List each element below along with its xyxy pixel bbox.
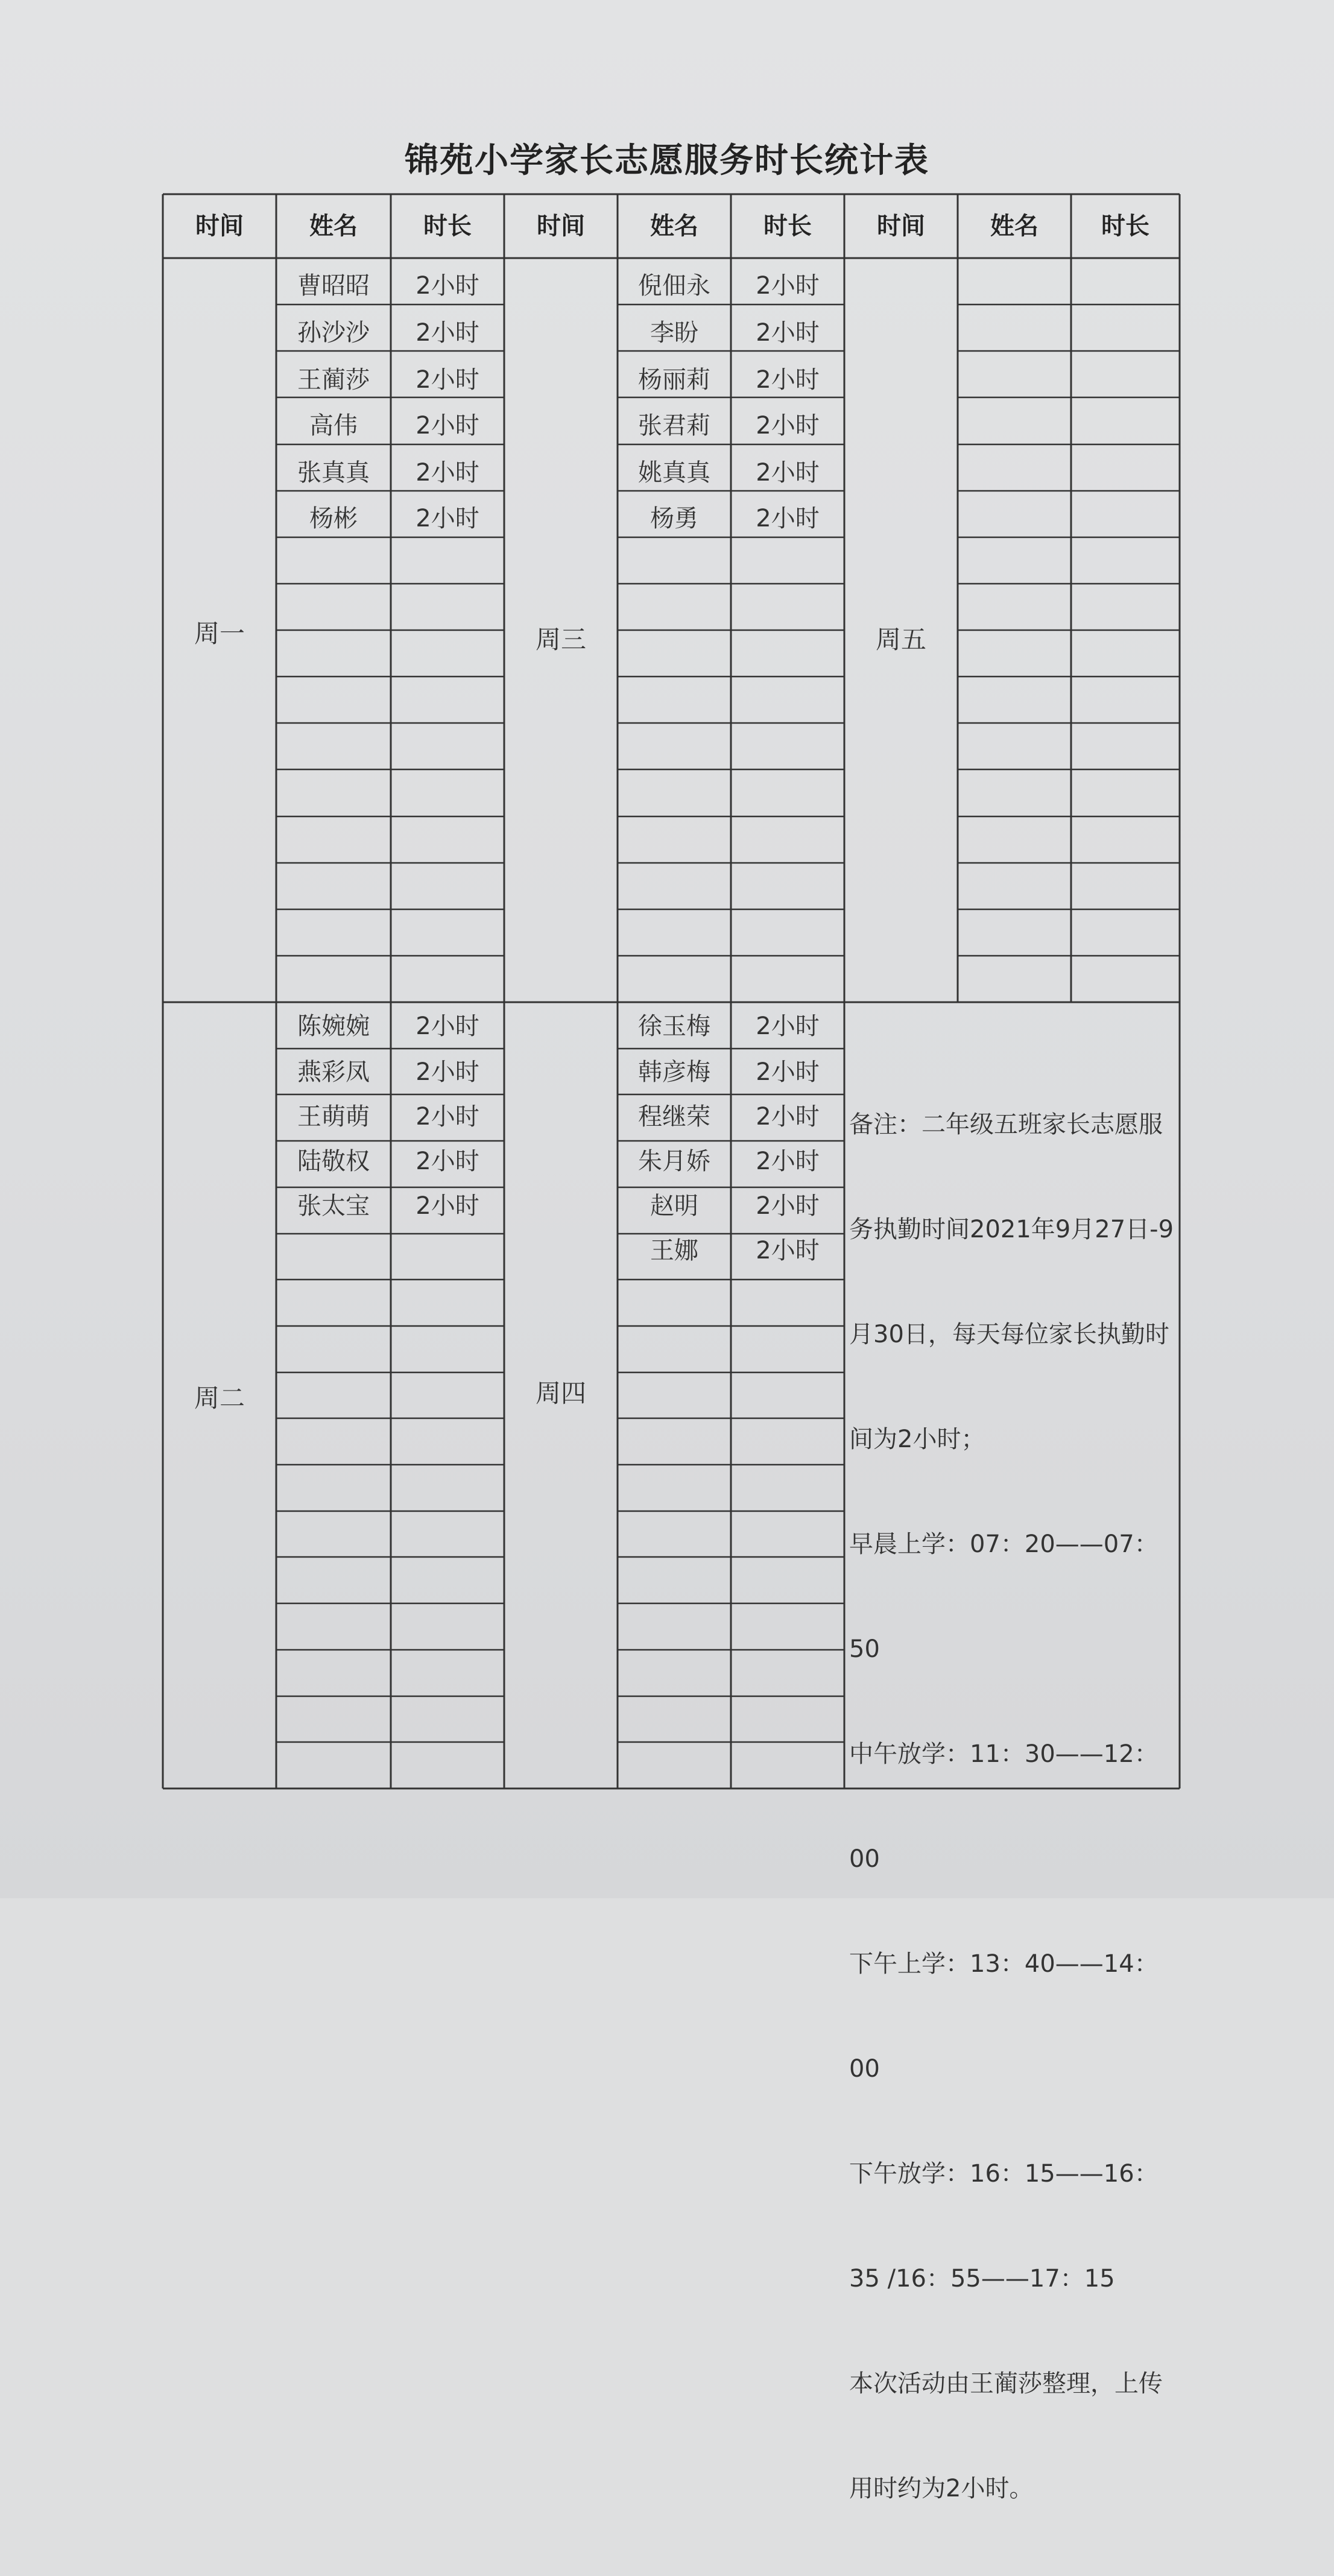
wed-duration-5: 2小时 <box>756 459 820 487</box>
wed-duration-2: 2小时 <box>756 319 820 347</box>
thu-duration-5: 2小时 <box>756 1192 820 1220</box>
day-label-thu: 周四 <box>535 1378 586 1408</box>
header-name-3: 姓名 <box>990 212 1038 240</box>
notes-block <box>849 1037 1187 2576</box>
wed-name-4: 张君莉 <box>638 412 710 440</box>
wed-duration-1: 2小时 <box>756 272 820 300</box>
thu-duration-2: 2小时 <box>756 1058 820 1086</box>
thu-name-4: 朱月娇 <box>638 1148 710 1175</box>
thu-name-6: 王娜 <box>650 1237 698 1264</box>
thu-name-5: 赵明 <box>650 1192 698 1220</box>
wed-duration-6: 2小时 <box>756 505 820 532</box>
notes-line: 00 <box>849 1845 880 1873</box>
day-label-fri: 周五 <box>875 625 926 654</box>
mon-duration-3: 2小时 <box>416 366 479 394</box>
thu-duration-6: 2小时 <box>756 1237 820 1264</box>
wed-name-6: 杨勇 <box>650 505 698 532</box>
mon-name-6: 杨彬 <box>309 505 358 532</box>
thu-name-3: 程继荣 <box>638 1103 710 1131</box>
wed-name-2: 李盼 <box>650 319 698 347</box>
header-duration-3: 时长 <box>1101 212 1149 240</box>
header-time-3: 时间 <box>877 212 925 240</box>
tue-duration-5: 2小时 <box>416 1192 479 1220</box>
wed-duration-3: 2小时 <box>756 366 820 394</box>
mon-duration-2: 2小时 <box>416 319 479 347</box>
header-name-2: 姓名 <box>650 212 698 240</box>
header-duration-2: 时长 <box>763 212 812 240</box>
mon-name-2: 孙沙沙 <box>297 319 370 347</box>
tue-duration-2: 2小时 <box>416 1058 479 1086</box>
thu-duration-3: 2小时 <box>756 1103 820 1131</box>
wed-name-3: 杨丽莉 <box>638 366 710 394</box>
mon-name-1: 曹昭昭 <box>297 272 370 300</box>
mon-duration-5: 2小时 <box>416 459 479 487</box>
tue-duration-3: 2小时 <box>416 1103 479 1131</box>
notes-line: 00 <box>849 2055 880 2083</box>
wed-duration-4: 2小时 <box>756 412 820 440</box>
mon-name-3: 王蔺莎 <box>297 366 370 394</box>
mon-duration-1: 2小时 <box>416 272 479 300</box>
notes-line: 下午放学：16：15——16： <box>849 2160 1159 2188</box>
day-label-tue: 周二 <box>194 1383 245 1413</box>
notes-line: 50 <box>849 1635 880 1663</box>
mon-duration-4: 2小时 <box>416 412 479 440</box>
tue-name-3: 王萌萌 <box>297 1103 370 1131</box>
notes-line: 务执勤时间2021年9月27日-9 <box>849 1216 1174 1243</box>
tue-name-1: 陈婉婉 <box>297 1012 370 1040</box>
thu-duration-4: 2小时 <box>756 1148 820 1175</box>
mon-name-4: 高伟 <box>309 412 358 440</box>
tue-name-5: 张太宝 <box>297 1192 370 1220</box>
notes-line: 间为2小时； <box>849 1425 985 1453</box>
wed-name-5: 姚真真 <box>638 459 710 487</box>
tue-name-4: 陆敬权 <box>297 1148 370 1175</box>
thu-name-2: 韩彦梅 <box>638 1058 710 1086</box>
notes-line: 本次活动由王蔺莎整理，上传 <box>849 2370 1163 2398</box>
notes-line: 用时约为2小时。 <box>849 2475 1034 2502</box>
notes-line: 备注：二年级五班家长志愿服 <box>849 1111 1163 1138</box>
mon-duration-6: 2小时 <box>416 505 479 532</box>
tue-name-2: 燕彩凤 <box>297 1058 370 1086</box>
tue-duration-1: 2小时 <box>416 1012 479 1040</box>
wed-name-1: 倪佃永 <box>638 272 710 300</box>
header-time-2: 时间 <box>537 212 585 240</box>
notes-line: 中午放学：11：30——12： <box>849 1740 1159 1768</box>
notes-line: 下午上学：13：40——14： <box>849 1950 1159 1978</box>
notes-line: 35 /16：55——17：15 <box>849 2265 1115 2293</box>
header-name-1: 姓名 <box>309 212 358 240</box>
day-label-wed: 周三 <box>535 625 586 654</box>
thu-name-1: 徐玉梅 <box>638 1012 710 1040</box>
notes-line: 早晨上学：07：20——07： <box>849 1530 1159 1558</box>
mon-name-5: 张真真 <box>297 459 370 487</box>
header-duration-1: 时长 <box>423 212 472 240</box>
page-title: 锦苑小学家长志愿服务时长统计表 <box>405 141 929 180</box>
thu-duration-1: 2小时 <box>756 1012 820 1040</box>
tue-duration-4: 2小时 <box>416 1148 479 1175</box>
day-label-mon: 周一 <box>194 619 245 648</box>
header-time-1: 时间 <box>195 212 244 240</box>
notes-line: 月30日，每天每位家长执勤时 <box>849 1321 1169 1348</box>
